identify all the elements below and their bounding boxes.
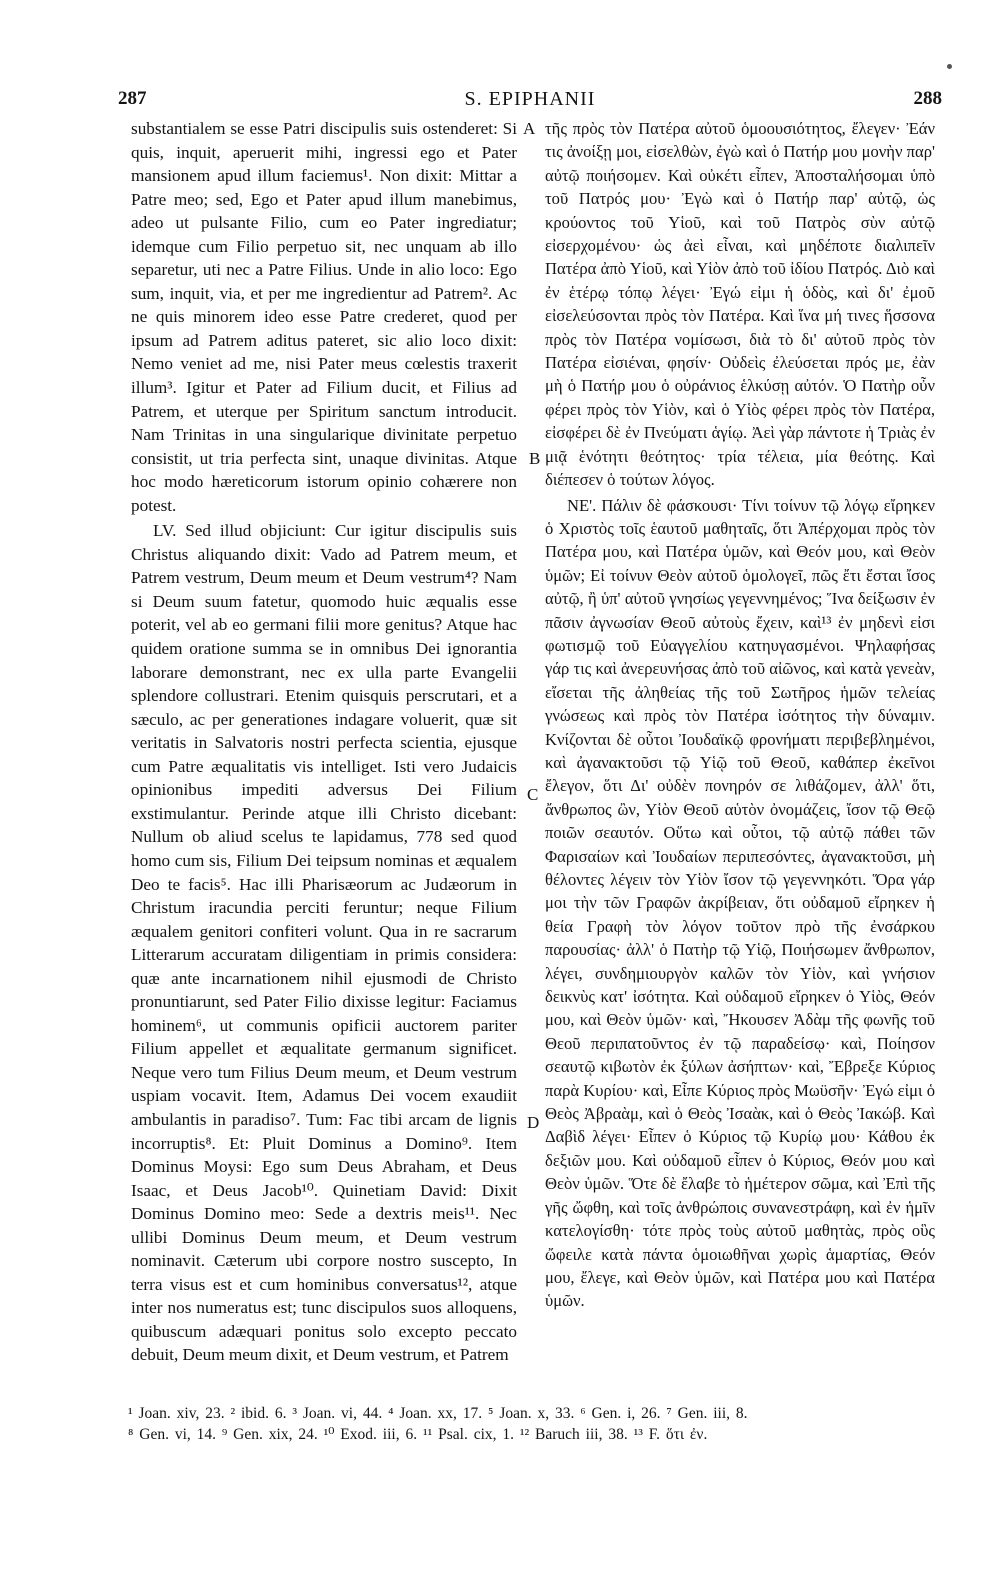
latin-paragraph-1: substantialem se esse Patri discipulis suis ostenderet: Si quis, inquit, aperuerit mihi, ingressi ego et Pater mansionem apud illum faciemus¹. Non dixit: Mittar a Patre meo; sed, Ego et Pater apud illum manebimus, adeo ut pulsante Filio, cum eo Pater ingrediatur; idemque cum Filio perpetuo sit, nec unquam ab illo separetur, uti nec a Patre Filius. Unde in alio loco: Ego sum, inquit, via, et per me ingredientur ad Patrem². Ac ne quis minorem ideo esse Patre crederet, quod per ipsum ad Patrem aditus pateret, sic alio loco dixit: Nemo veniet ad me, nisi Pater meus cœlestis traxerit illum³. Igitur et Pater ad Filium ducit, et Filius ad Patrem, et uterque per Spiritum sanctum introducit. Nam Trinitas in una singularique divinitate perpetuo consistit, ut tria perfecta sint, unaque divinitas. Atque hoc modo hæreticorum istorum opinio cohærere non potest. xyxy=(131,119,517,515)
latin-paragraph-2: LV. Sed illud objiciunt: Cur igitur discipulis suis Christus aliquando dixit: Vado ad Patrem meum, et Patrem vestrum, Deum meum et Deum vestrum⁴? Nam si Deum suum fatetur, quomodo huic æqualis esse poterit, vel ab eo germani filii more genitus? Atque hac quidem oratione summa se in omnibus Dei ignorantia laborare demonstrant, nec ex ulla parte Evangelii splendore collustrari. Etenim quisquis perscrutari, et a sæculo, ac per generationes indagare voluerit, quæ sit veritatis in Salvatoris nostri perfecta scientia, ejusque cum Patre æqualitatis vis intelliget. Isti vero Judaicis opinionibus impediti adversus Dei Filium exstimulantur. Perinde atque illi Christo dicebant: Nullum ob aliud scelus te lapidamus, 778 sed quod homo cum sis, Filium Dei teipsum nominas et æqualem Deo te facis⁵. Hac illi Pharisæorum ac Judæorum in Christum iracundia perciti feruntur; neque Filium æqualem genitori confiteri volunt. Qua in re sacrarum Litterarum accuratam diligentiam in primis considera: quæ ante incarnationem nihil ejusmodi de Christo pronuntiarunt, sed Pater Filio dixisse legitur: Faciamus hominem⁶, ut communis opificii auctorem pariter Filium appellet et æqualitate germanum significet. Neque vero tum Filius Deum meum, et Deum vestrum uspiam vocavit. Item, Adamus Dei vocem exaudiit ambulantis in paradiso⁷. Tum: Fac tibi arcam de lignis incorruptis⁸. Et: Pluit Dominus a Domino⁹. Item Dominus Moysi: Ego sum Deus Abraham, et Deus Isaac, et Deus Jacob¹⁰. Quinetiam David: Dixit Dominus Domino meo: Sede a dextris meis¹¹. Nec ullibi Dominus Deum meum, et Deum vestrum nominavit. Cæterum ubi corpore nostro suscepto, In terra visus est et cum hominibus conversatus¹², atque inter nos numeratus est; tunc discipulos suos alloquens, quibuscum adæquari ponitus solo excepto peccato debuit, Deum meum dixit, et Deum vestrum, et Patrem xyxy=(131,521,517,1365)
ink-spot xyxy=(947,64,952,69)
latin-column xyxy=(131,117,517,1367)
page-header xyxy=(118,88,942,118)
page-number-left: 287 xyxy=(118,88,147,109)
footnote-line-1: ¹ Joan. xiv, 23. ² ibid. 6. ³ Joan. vi, 44. ⁴ Joan. xx, 17. ⁵ Joan. x, 33. ⁶ Gen. i, 26. ⁷ Gen. iii, 8. xyxy=(128,1405,748,1422)
margin-marker-c: C xyxy=(527,785,539,804)
margin-marker-b: B xyxy=(529,449,541,468)
greek-paragraph-1: τῆς πρὸς τὸν Πατέρα αὐτοῦ ὁμοουσιότητος, ἔλεγεν· Ἐάν τις ἀνοίξῃ μοι, εἰσελθὼν, ἐγὼ καὶ ὁ Πατήρ μου μονὴν παρ' αὐτῷ ποιήσομεν. Καὶ οὐκέτι εἶπεν, Ἀποσταλήσομαι ὑπὸ τοῦ Πατρός μου· Ἐγὼ καὶ ὁ Πατήρ παρ' αὐτῷ, ὡς κρούοντος τοῦ Υἱοῦ, καὶ τοῦ Πατρὸς σὺν αὐτῷ εἰσερχομένου· ὡς ἀεὶ εἶναι, καὶ μηδέποτε διαλιπεῖν Πατέρα ἀπὸ Υἱοῦ, καὶ Υἱὸν ἀπὸ τοῦ ἰδίου Πατρός. Διὸ καὶ ἐν ἑτέρῳ τόπῳ λέγει· Ἐγώ εἰμι ἡ ὁδὸς, καὶ δι' ἐμοῦ εἰσελεύσονται πρὸς τὸν Πατέρα. Καὶ ἵνα μή τινες ἥσσονα πρὸς τὸν Πατέρα νομίσωσι, διὰ τὸ δι' αὐτοῦ πρὸς τὸν Πατέρα εἰσιέναι, φησίν· Οὐδεὶς ἐλεύσεται πρός με, ἐὰν μὴ ὁ Πατήρ μου ὁ οὐράνιος ἑλκύσῃ αὐτόν. Ὁ Πατὴρ οὖν φέρει πρὸς τὸν Υἱὸν, καὶ ὁ Υἱὸς φέρει πρὸς τὸν Πατέρα, εἰσφέρει δὲ ἐν Πνεύματι ἁγίῳ. Ἀεὶ γὰρ πάντοτε ἡ Τριὰς ἐν μιᾷ ἑνότητι θεότητος· τρία τέλεια, μία θεότης. Καὶ διέπεσεν ὁ τούτων λόγος. xyxy=(545,119,935,490)
page-number-right: 288 xyxy=(913,88,942,109)
greek-column xyxy=(545,117,935,1313)
running-title: S. EPIPHANII xyxy=(464,88,596,110)
greek-paragraph-2: ΝΕ'. Πάλιν δὲ φάσκουσι· Τίνι τοίνυν τῷ λόγῳ εἴρηκεν ὁ Χριστὸς τοῖς ἑαυτοῦ μαθηταῖς, ὅτι Ἀπέρχομαι πρὸς τὸν Πατέρα μου, καὶ Πατέρα ὑμῶν, καὶ Θεόν μου, καὶ Θεὸν ὑμῶν; Εἰ τοίνυν Θεὸν αὐτοῦ ὁμολογεῖ, πῶς ἔτι ἔσται ἴσος αὐτῷ, ἢ ὑπ' αὐτοῦ γνησίως γεγεννημένος; Ἵνα δείξωσιν ἐν πᾶσιν ἀγνωσίαν Θεοῦ αὐτοὺς ἔχειν, καὶ¹³ ἐν μηδενὶ εἰσι φωτισμῷ τοῦ Εὐαγγελίου κατηυγασμένοι. Ψηλαφήσας γάρ τις καὶ ἀνερευνήσας ἀπὸ τοῦ αἰῶνος, καὶ κατὰ γενεὰν, εἴσεται τῆς ἀληθείας τῆς τοῦ Σωτῆρος ἡμῶν τελείας γνώσεως καὶ πρὸς τὸν Πατέρα ἰσότητος τὴν δύναμιν. Κνίζονται δὲ οὗτοι Ἰουδαϊκῷ φρονήματι περιβεβλημένοι, καὶ ἀγανακτοῦσι τῷ Υἱῷ τοῦ Θεοῦ, καθάπερ ἐκεῖνοι ἔλεγον, ὅτι Δι' οὐδὲν πονηρόν σε λιθάζομεν, ἀλλ' ὅτι, ἄνθρωπος ὢν, Υἱὸν Θεοῦ αὑτὸν ὀνομάζεις, ἴσον τῷ Θεῷ ποιῶν σεαυτόν. Οὕτω καὶ οὗτοι, τῷ αὐτῷ πάθει τῶν Φαρισαίων καὶ Ἰουδαίων περιπεσόντες, ἀγανακτοῦσι, μὴ θέλοντες λέγειν τὸν Υἱὸν ἴσον τῷ γεγεννηκότι. Ὅρα γάρ μοι τὴν τῶν Γραφῶν ἀκρίβειαν, ὅτι οὐδαμοῦ εἴρηκεν ἡ θεία Γραφὴ τὸν λόγον τοῦτον πρὸ τῆς ἐνσάρκου παρουσίας· ἀλλ' ὁ Πατὴρ τῷ Υἱῷ, Ποιήσωμεν ἄνθρωπον, λέγει, συνδημιουργὸν καλῶν τὸν Υἱὸν, καὶ γνήσιον δεικνὺς κατ' ἰσότητα. Καὶ οὐδαμοῦ εἴρηκεν ὁ Υἱὸς, Θεόν μου, καὶ Θεὸν ὑμῶν· καὶ, Ἤκουσεν Ἀδὰμ τῆς φωνῆς τοῦ Θεοῦ περιπατοῦντος ἐν τῷ παραδείσῳ· καὶ, Ποίησον σεαυτῷ κιβωτὸν ἐκ ξύλων ἀσήπτων· καὶ, Ἔβρεξε Κύριος παρὰ Κυρίου· καὶ, Εἶπε Κύριος πρὸς Μωϋσῆν· Ἐγώ εἰμι ὁ Θεὸς Ἀβραὰμ, καὶ ὁ Θεὸς Ἰσαὰκ, καὶ ὁ Θεὸς Ἰακώβ. Καὶ Δαβὶδ λέγει· Εἶπεν ὁ Κύριος τῷ Κυρίῳ μου· Κάθου ἐκ δεξιῶν μου. Καὶ οὐδαμοῦ εἶπεν ὁ Κύριος, Θεόν μου καὶ Θεὸν ὑμῶν. Ὅτε δὲ ἔλαβε τὸ ἡμέτερον σῶμα, καὶ Ἐπὶ τῆς γῆς ὤφθη, καὶ τοῖς ἀνθρώποις συνανεστράφη, καὶ ἐν ἡμῖν κατελογίσθη· τότε πρὸς τοὺς αὐτοῦ μαθητὰς, πρὸς οὓς ὤφειλε κατὰ πάντα ὁμοιωθῆναι χωρὶς ἁμαρτίας, Θεόν μου, ἔλεγε, καὶ Θεὸν ὑμῶν, καὶ Πατέρα μου καὶ Πατέρα ὑμῶν. xyxy=(545,495,935,1311)
footnote-line-2: ⁸ Gen. vi, 14. ⁹ Gen. xix, 24. ¹⁰ Exod. iii, 6. ¹¹ Psal. cix, 1. ¹² Baruch iii, 38. ¹³ F. ὅτι ἐν. xyxy=(128,1426,708,1443)
margin-marker-a: A xyxy=(523,119,536,138)
margin-marker-d: D xyxy=(527,1113,540,1132)
footnotes xyxy=(128,1403,928,1445)
